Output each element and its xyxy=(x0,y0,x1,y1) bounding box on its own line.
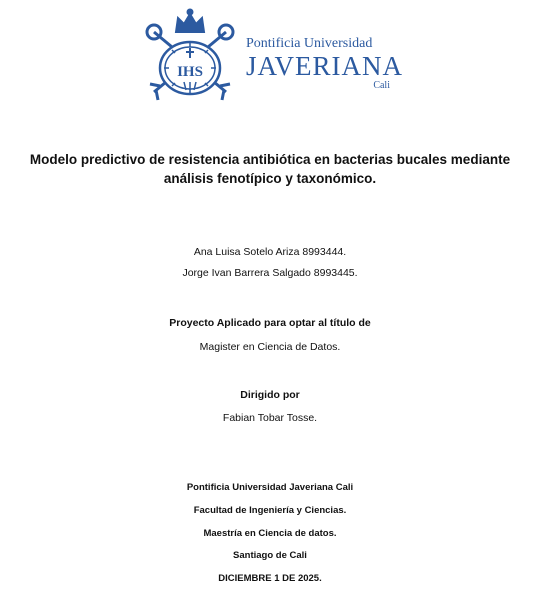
institution-city: Santiago de Cali xyxy=(233,550,307,561)
document-date: DICIEMBRE 1 DE 2025. xyxy=(218,573,322,584)
author-2: Jorge Ivan Barrera Salgado 8993445. xyxy=(182,267,358,279)
document-title: Modelo predictivo de resistencia antibiótica en bacterias bucales mediante análisis fenotípico y taxonómico. xyxy=(29,152,511,186)
institution-program: Maestría en Ciencia de datos. xyxy=(203,528,337,539)
university-logo xyxy=(140,6,404,106)
institution-university: Pontificia Universidad Javeriana Cali xyxy=(186,482,354,493)
degree-line-2: Magister en Ciencia de Datos. xyxy=(199,341,341,353)
wordmark-line-javeriana: JAVERIANA xyxy=(246,51,404,81)
wordmark-line-cali: Cali xyxy=(373,80,390,91)
wordmark-line-pontificia: Pontificia Universidad xyxy=(246,36,373,51)
seal-monogram: IHS xyxy=(177,64,203,80)
institution-faculty: Facultad de Ingeniería y Ciencias. xyxy=(193,505,347,516)
university-wordmark xyxy=(246,36,404,91)
advisor-name: Fabian Tobar Tosse. xyxy=(222,412,318,424)
degree-line-1: Proyecto Aplicado para optar al título de xyxy=(169,317,371,329)
university-seal-icon xyxy=(140,6,240,106)
author-1: Ana Luisa Sotelo Ariza 8993444. xyxy=(193,246,347,258)
advisor-label: Dirigido por xyxy=(240,389,300,401)
